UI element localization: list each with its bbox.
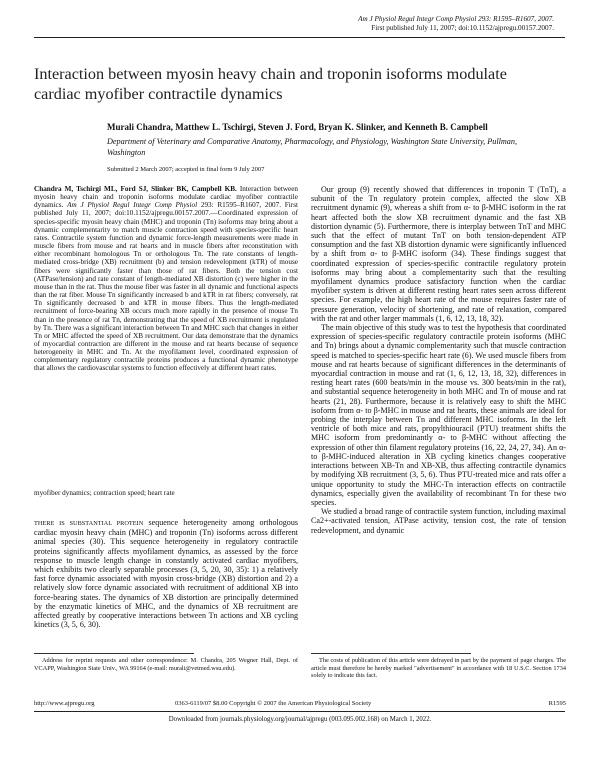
first-published: First published July 11, 2007; doi:10.1152/ajpregu.00157.2007. [371,24,554,32]
correspondence-footnote: Address for reprint requests and other correspondence: M. Chandra, 205 Wegner Hall, Dept. of VCAPP, Washington State Univ., WA 99164 (e-mail: murali@vetmed.wsu.edu). [34,657,298,672]
abstract-journal-ref: Am J Physiol Regul Integr Comp Physiol [67,201,198,210]
introduction [34,518,298,629]
page-number: R1595 [548,700,566,707]
abstract-title-repeat: Interaction between myosin heavy chain and troponin isoforms modulate cardiac myofiber contractile dynamics. [34,185,299,210]
author-list: Murali Chandra, Matthew L. Tschirgi, Steven J. Ford, Bryan K. Slinker, and Kenneth B. Campbell [107,122,488,132]
right-column [311,185,566,535]
abstract-body: 293: R1595–R1607, 2007. First published July 11, 2007; doi:10.1152/ajpregu.00157.2007.—Coordinated expression of species-specific myosin heavy chain (MHC) and troponin (Tn) isoforms may bring about a dynamic complementarity to match muscle contraction speed with species-specific heart rates. Contractile system function and dynamic force-length measurements were made in muscle fibers from mouse and rat hearts and in muscle fibers after reconstitution with either recombinant homologous Tn or orthologous Tn. The rate constants of length-mediated cross-bridge (XB) recruitment (b) and tension redevelopment (kTR) of mouse fibers were significantly faster than those of rat fibers. Both the tension cost (ATPase/tension) and rate constant of length-mediated XB distortion (c) were higher in the mouse than in the rat. Thus the mouse fiber was faster in all dynamic and functional aspects than the rat fiber. Mouse Tn significantly increased b and kTR in rat fibers; conversely, rat Tn significantly decreased b and kTR in mouse fibers. Thus the length-mediated recruitment of force-bearing XB occurs much more rapidly in the presence of mouse Tn than in the presence of rat Tn, demonstrating that the speed of XB recruitment is regulated by Tn. There was a significant interaction between Tn and MHC such that changes in either Tn or MHC affected the speed of XB recruitment. Our data demonstrate that the dynamics of myocardial contraction are different in the mouse and rat hearts because of sequence heterogeneity in MHC and Tn. At the myofilament level, coordinated expression of complementary regulatory contractile proteins produces a functional dynamic phenotype that allows the cardiovascular systems to function effectively at different heart rates. [34,201,298,373]
paragraph: We studied a broad range of contractile system function, including maximal Ca2+-activated tension, ATPase activity, tension cost, the rate of tension redevelopment, and dynamic [311,507,566,535]
abstract-lead: Chandra M, Tschirgi ML, Ford SJ, Slinker BK, Campbell KB. [34,185,237,193]
paragraph: The main objective of this study was to test the hypothesis that coordinated expression of species-specific regulatory contractile protein isoforms (MHC and Tn) brings about a dynamic complementarity such that muscle contraction speed is matched to species-specific heart rate (6). We used muscle fibers from mouse and rat hearts because of significant differences in the determinants of myocardial contraction in mouse and rat (1, 6, 12, 13, 18, 32), differences in resting heart rates (600 beats/min in the mouse vs. 300 beats/min in the rat), and substantial sequence heterogeneity in both MHC and Tn of mouse and rat hearts (21, 28). Furthermore, because it is relatively easy to shift the MHC isoform from α- to β-MHC in mouse and rat hearts, these animals are ideal for probing the interplay between Tn and different MHC isoforms. In the left ventricle of both mice and rats, propylthiouracil (PTU) treatment shifts the MHC isoform from predominantly α- to β-MHC without affecting the expression of other thin filament regulatory proteins (16, 22, 24, 27, 34). An α- to β-MHC-induced alteration in XB cycling kinetics changes cooperative interactions between XB-Tn and XB-XB, thus affecting contractile dynamics by modifying XB recruitment (3, 5, 6). Thus PTU-treated mice and rats offer a unique opportunity to study the MHC-Tn interaction effects on contractile dynamics, especially given the availability of recombinant Tn for these two species. [311,323,566,507]
affiliation: Department of Veterinary and Comparative Anatomy, Pharmacology, and Physiology, Washington State University, Pullman, Washington [107,137,518,157]
footnote-rule [34,653,194,654]
journal-url[interactable]: http://www.ajpregu.org [34,700,95,707]
download-notice: Downloaded from journals.physiology.org/journal/ajpregu (003.095.002.168) on March 1, 2022. [168,716,432,723]
copyright-line: 0363-6119/07 $8.00 Copyright © 2007 the American Physiological Society [175,700,372,707]
paragraph: Our group (9) recently showed that differences in troponin T (TnT), a subunit of the Tn regulatory protein complex, affected the slow XB recruitment dynamic (9), whereas a shift from α- to β-MHC isoform in the rat heart affected both the slow XB recruitment dynamic and the fast XB distortion dynamic (5). Furthermore, there is interplay between TnT and MHC such that the effect of mutant TnT on both tension-dependent ATP consumption and the fast XB distortion dynamic were significantly influenced by a shift from α- to β-MHC isoform (34). These findings suggest that coordinated expression of species-specific contractile regulatory protein isoforms may bring about a complementarity such that the resulting myofilament dynamics produce satisfactory function when the cardiac myofiber system is driven at different resting heart rates seen across different species. For example, the high heart rate of the mouse requires faster rate of pressure generation, velocity of shortening, and rate of relaxation, compared with the rat and other larger mammals (1, 6, 12, 13, 18, 32). [311,185,566,323]
journal-header [358,15,554,33]
submission-dates: Submitted 2 March 2007; accepted in final form 9 July 2007 [107,166,265,173]
header-rule [34,37,565,38]
intro-text: sequence heterogeneity among orthologous cardiac myosin heavy chain (MHC) and troponin (Tn) isoforms across different animal species (30). This sequence heterogeneity in regulatory contractile proteins significantly affects myofilament dynamics, as assessed by the force response to muscle length change in constantly activated cardiac myofibers, which exhibits two clearly separable processes (3, 5, 20, 30, 35): 1) a relatively fast force dynamic associated with myosin cross-bridge (XB) distortion and 2) a relatively slow force dynamic associated with recruitment of additional XB into force-bearing states. The dynamics of XB distortion are principally determined by the enzymatic kinetics of MHC, and the dynamics of XB recruitment are affected greatly by cooperative interactions between Tn actions and XB cycling kinetics (3, 5, 6, 30). [34,518,298,630]
article-title: Interaction between myosin heavy chain and troponin isoforms modulate cardiac myofiber contractile dynamics [34,65,507,103]
publication-cost-footnote: The costs of publication of this article were defrayed in part by the payment of page charges. The article must therefore be hereby marked "advertisement" in accordance with 18 U.S.C. Section 1734 solely to indicate this fact. [311,657,566,680]
intro-smallcaps: THERE IS SUBSTANTIAL PROTEIN [34,520,144,527]
abstract [34,185,298,373]
keywords: myofiber dynamics; contraction speed; heart rate [34,489,175,497]
footer-rule [34,711,565,712]
journal-citation: Am J Physiol Regul Integr Comp Physiol 293: R1595–R1607, 2007. [358,15,554,23]
footnote-rule [311,653,471,654]
